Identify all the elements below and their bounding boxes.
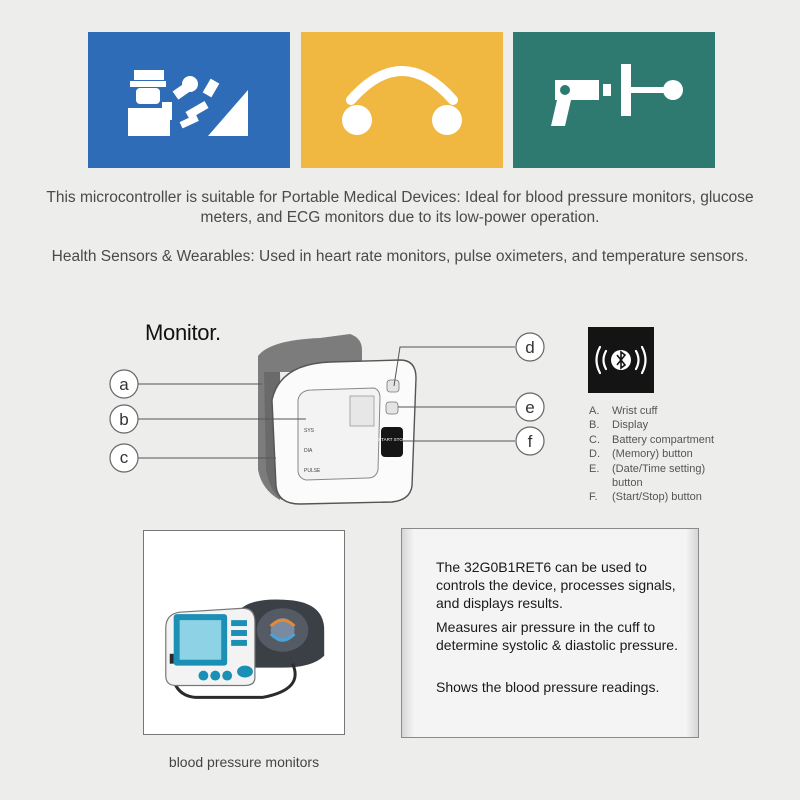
legend-key: D. xyxy=(589,448,600,461)
callout-c: c xyxy=(119,448,129,467)
smile-face-icon xyxy=(301,32,503,168)
blood-pressure-monitor-image xyxy=(144,531,344,734)
legend-key: E. xyxy=(589,462,600,475)
legend-text: (Date/Time setting) button xyxy=(612,462,706,490)
legend-text: Wrist cuff xyxy=(612,405,658,417)
callout-d: d xyxy=(525,338,535,357)
bluetooth-icon xyxy=(588,327,654,393)
legend-text: Battery compartment xyxy=(612,433,715,446)
note-controller: The 32G0B1RET6 can be used to controls the device, processes signals, and displays results. xyxy=(436,559,676,611)
photo-caption: blood pressure monitors xyxy=(168,754,320,770)
description-panel xyxy=(401,528,699,738)
bluetooth-badge xyxy=(588,327,654,393)
legend-key: A. xyxy=(589,405,600,417)
callout-a: a xyxy=(119,375,129,394)
start-stop-label: START STOP xyxy=(378,437,406,442)
note-pressure: Measures air pressure in the cuff to determine systolic & diastolic pressure. xyxy=(436,619,678,653)
legend-item xyxy=(589,490,734,504)
legend-key: B. xyxy=(589,419,600,432)
parts-legend xyxy=(589,404,734,505)
date-time-button xyxy=(386,402,398,414)
legend-key: C. xyxy=(589,433,600,446)
intro-paragraph-1: This microcontroller is suitable for Portable Medical Devices: Ideal for blood pressure monitors, glucose meters, and ECG monitors due to its low-power operation. xyxy=(46,189,754,226)
tile-industrial xyxy=(88,32,290,168)
legend-key: F. xyxy=(589,491,598,504)
legend-item xyxy=(589,433,734,447)
tile-scanner xyxy=(513,32,715,168)
note-readings: Shows the blood pressure readings. xyxy=(436,679,660,695)
monitor-illustration xyxy=(143,530,345,735)
dia-label: DIA xyxy=(304,448,313,454)
tile-smile xyxy=(301,32,503,168)
callout-b: b xyxy=(119,410,129,429)
pulse-label: PULSE xyxy=(304,468,321,474)
legend-text: (Memory) button xyxy=(612,448,693,461)
callout-e: e xyxy=(525,398,535,417)
start-stop-button xyxy=(381,427,403,457)
sys-label: SYS xyxy=(304,428,315,434)
worker-machine-icon xyxy=(88,32,290,168)
legend-text: (Start/Stop) button xyxy=(612,491,702,504)
display xyxy=(350,396,374,426)
legend-item xyxy=(589,462,734,491)
legend-item xyxy=(589,447,734,461)
callout-f: f xyxy=(527,432,533,451)
diagram-title: Monitor. xyxy=(145,320,221,345)
legend-text: Display xyxy=(612,419,649,432)
scanner-gun-icon xyxy=(513,32,715,168)
legend-item xyxy=(589,404,734,418)
legend-item xyxy=(589,418,734,432)
intro-paragraph-2: Health Sensors & Wearables: Used in heart rate monitors, pulse oximeters, and temperature sensors. xyxy=(51,248,749,265)
memory-button xyxy=(387,380,399,392)
